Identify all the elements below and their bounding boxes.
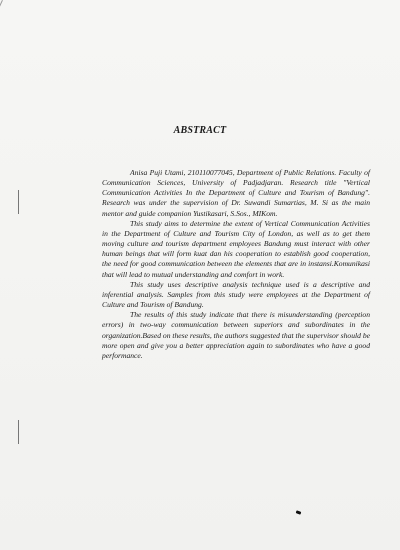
ink-dot-mark xyxy=(296,510,302,515)
results-paragraph: The results of this study indicate that there is misunderstanding (perception errors) in two-way communication between superiors and subordinates in the organization.Based on these results, the authors suggested that the supervisor should be more open and give you a better appreciation again to subordinates who have a good performance. xyxy=(102,310,370,360)
aim-paragraph: This study aims to determine the extent of Vertical Communication Activities in the Department of Culture and Tourism City of London, as well as to get them moving culture and tourism department employees Bandung must interact with other human beings that will form kuat dan his cooperation to establish good cooperation, the need for good communication between the elements that are in instansi.Komunikasi that will lead to mutual understanding and comfort in work. xyxy=(102,218,370,279)
margin-tick-mark xyxy=(18,190,19,214)
scan-edge-mark xyxy=(0,0,3,13)
abstract-body xyxy=(102,168,370,361)
margin-tick-mark xyxy=(18,420,19,444)
abstract-title: ABSTRACT xyxy=(173,125,227,136)
method-paragraph: This study uses descriptive analysis technique used is a descriptive and inferential analysis. Samples from this study were employees at the Department of Culture and Tourism of Bandung. xyxy=(102,279,370,310)
author-paragraph: Anisa Puji Utami, 210110077045, Department of Public Relations. Faculty of Communication Sciences, University of Padjadjaran. Research title "Vertical Communication Activities In the Department of Culture and Tourism of Bandung". Research was under the supervision of Dr. Suwandi Sumartias, M. Si as the main mentor and guide companion Yustikasari, S.Sos., MIKom. xyxy=(102,168,370,218)
